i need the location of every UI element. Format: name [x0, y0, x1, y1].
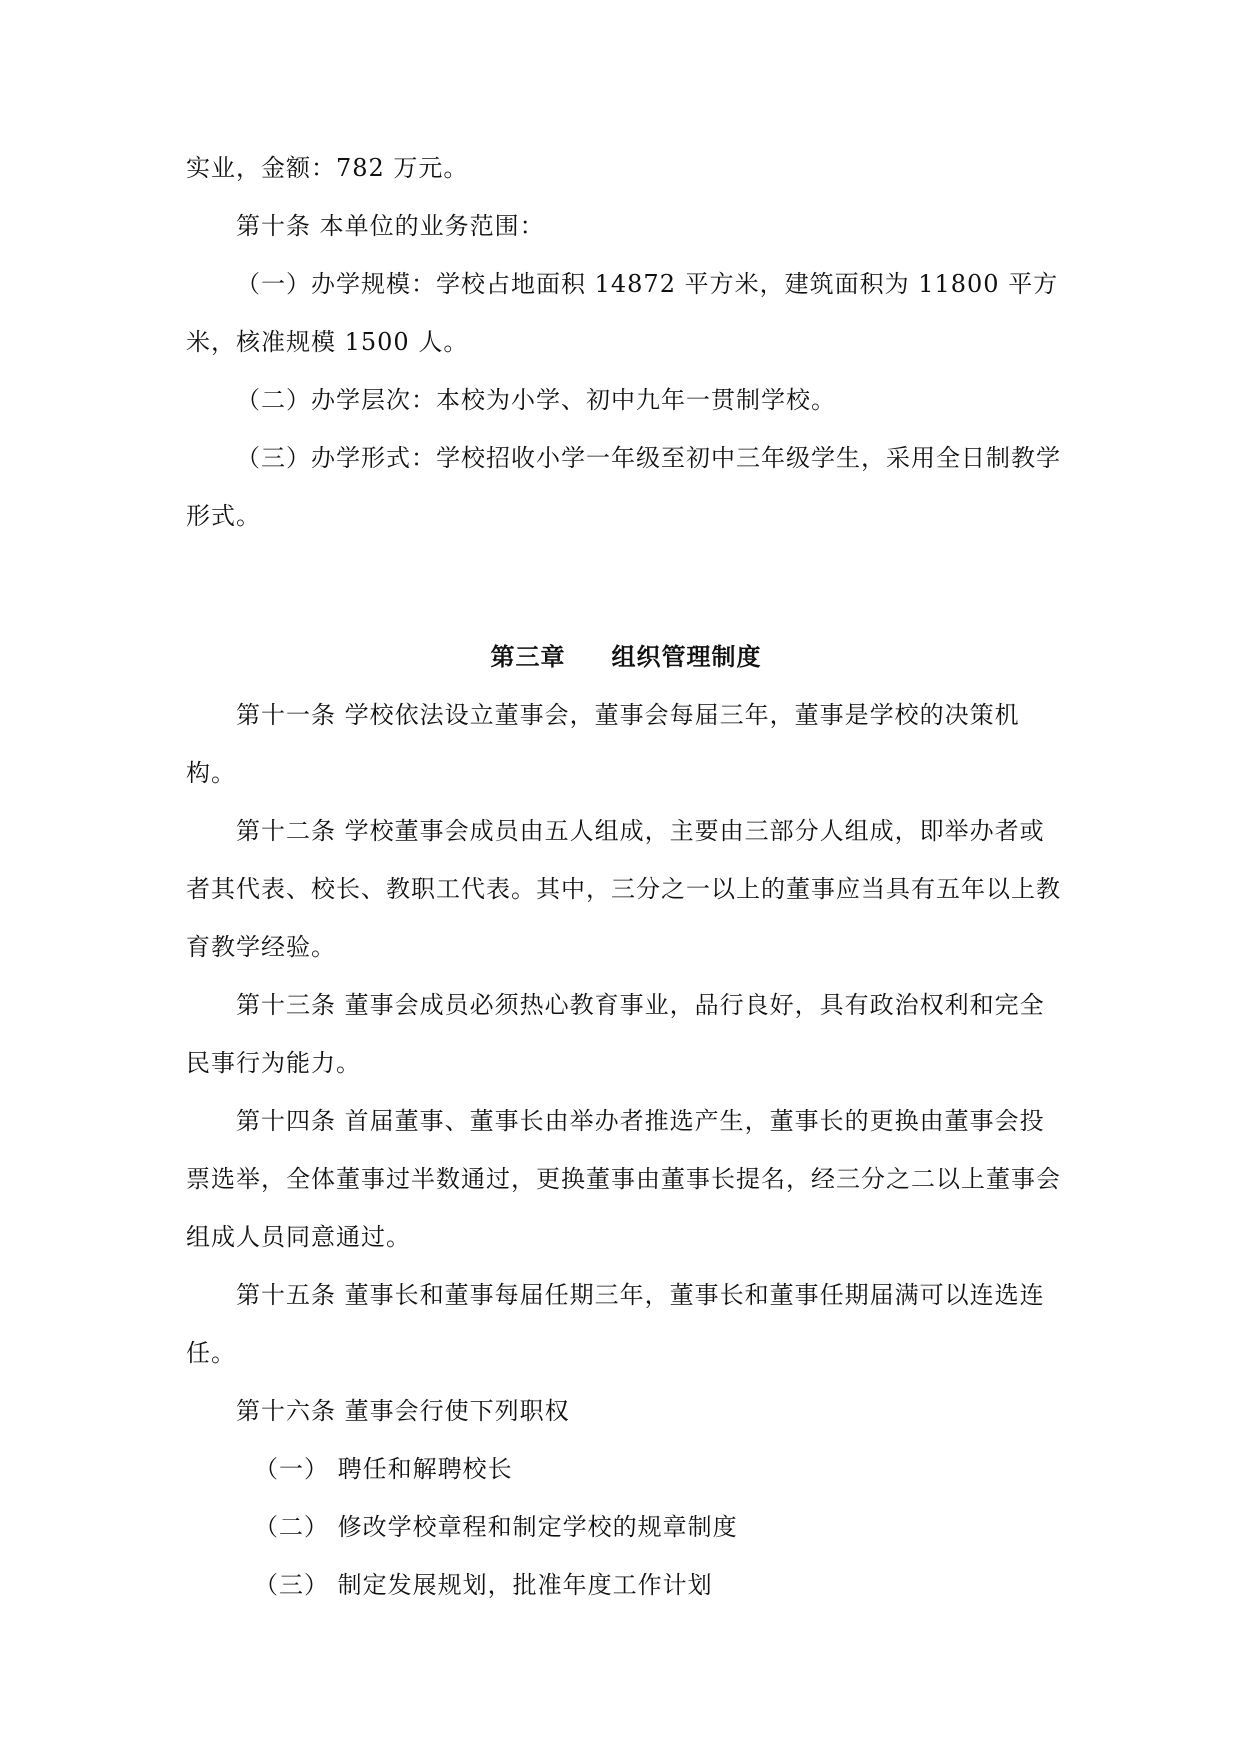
chapter-number: 第三章 [490, 643, 566, 671]
list-item: （二） 修改学校章程和制定学校的规章制度 [254, 1513, 738, 1541]
paragraph: 实业，金额：782 万元。 [186, 154, 469, 182]
article-paragraph: 第十三条 董事会成员必须热心教育事业，品行良好，具有政治权利和完全民事行为能力。 [186, 991, 1045, 1077]
chapter-name: 组织管理制度 [611, 643, 762, 671]
list-item: （一） 聘任和解聘校长 [254, 1455, 513, 1483]
article-paragraph: 第十六条 董事会行使下列职权 [236, 1397, 570, 1425]
paragraph: （二）办学层次：本校为小学、初中九年一贯制学校。 [236, 386, 836, 414]
section-before-chapter [186, 139, 1066, 545]
paragraph: （一）办学规模：学校占地面积 14872 平方米，建筑面积为 11800 平方米，核准规模 1500 人。 [186, 270, 1059, 356]
article-paragraph: 第十二条 学校董事会成员由五人组成，主要由三部分人组成，即举办者或者其代表、校长、教职工代表。其中，三分之一以上的董事应当具有五年以上教育教学经验。 [186, 817, 1061, 961]
paragraph: （三）办学形式：学校招收小学一年级至初中三年级学生，采用全日制教学形式。 [186, 444, 1061, 530]
article-paragraph: 第十四条 首届董事、董事长由举办者推选产生，董事长的更换由董事会投票选举，全体董事过半数通过，更换董事由董事长提名，经三分之二以上董事会组成人员同意通过。 [186, 1107, 1061, 1251]
list-item: （三） 制定发展规划，批准年度工作计划 [254, 1571, 713, 1599]
chapter-body [186, 686, 1066, 1614]
article-10-heading: 第十条 本单位的业务范围： [236, 212, 545, 240]
article-paragraph: 第十一条 学校依法设立董事会，董事会每届三年，董事是学校的决策机构。 [186, 701, 1020, 787]
chapter-title [186, 628, 1066, 686]
article-paragraph: 第十五条 董事长和董事每届任期三年，董事长和董事任期届满可以连选连任。 [186, 1281, 1045, 1367]
